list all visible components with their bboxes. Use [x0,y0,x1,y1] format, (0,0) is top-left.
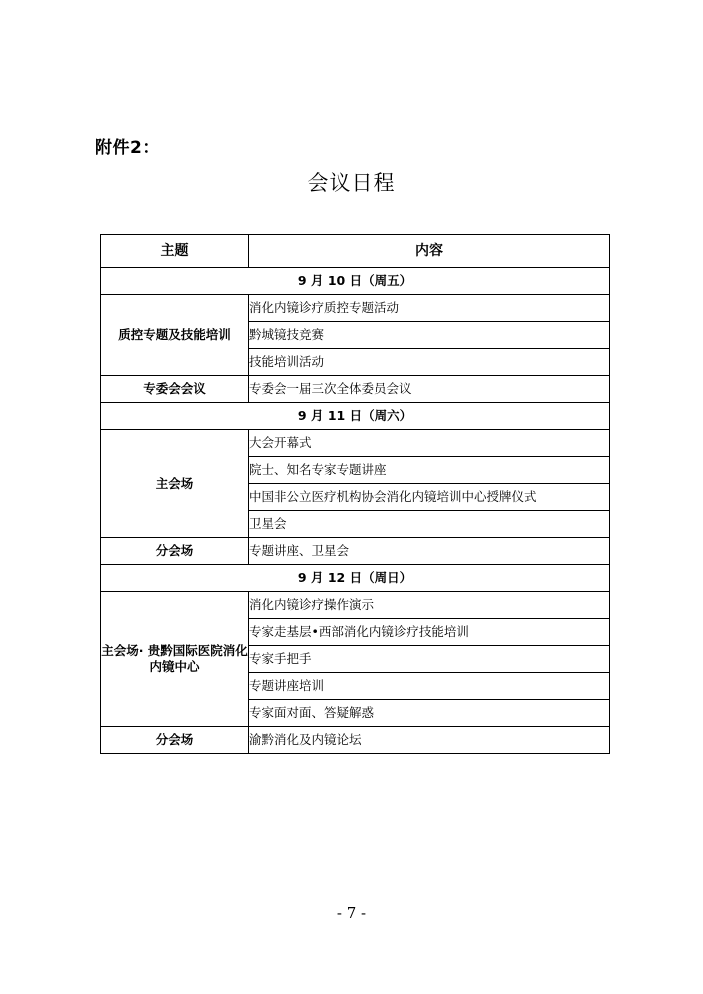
schedule-table [100,234,610,754]
attachment-label: 附件2： [95,138,160,158]
date-row [101,565,610,592]
content-cell: 消化内镜诊疗质控专题活动 [249,295,610,322]
date-row [101,268,610,295]
table-row [101,592,610,619]
content-cell: 专题讲座、卫星会 [249,538,610,565]
content-cell: 中国非公立医疗机构协会消化内镜培训中心授牌仪式 [249,484,610,511]
content-cell: 专家走基层•西部消化内镜诊疗技能培训 [249,619,610,646]
page-number: - 7 - [336,904,367,922]
header-content: 内容 [249,235,610,268]
page-title: 会议日程 [307,171,396,195]
content-cell: 渝黔消化及内镜论坛 [249,727,610,754]
content-cell: 消化内镜诊疗操作演示 [249,592,610,619]
theme-cell: 分会场 [101,727,249,754]
table-row [101,295,610,322]
theme-cell: 分会场 [101,538,249,565]
content-cell: 卫星会 [249,511,610,538]
theme-cell: 主会场 [101,430,249,538]
date-cell: 9 月 12 日（周日） [101,565,610,592]
content-cell: 专家手把手 [249,646,610,673]
table-row [101,727,610,754]
content-cell: 大会开幕式 [249,430,610,457]
theme-cell: 质控专题及技能培训 [101,295,249,376]
content-cell: 技能培训活动 [249,349,610,376]
content-cell: 专委会一届三次全体委员会议 [249,376,610,403]
date-row [101,403,610,430]
content-cell: 院士、知名专家专题讲座 [249,457,610,484]
table-header-row [101,235,610,268]
table-row [101,430,610,457]
content-cell: 专家面对面、答疑解惑 [249,700,610,727]
date-cell: 9 月 11 日（周六） [101,403,610,430]
header-theme: 主题 [101,235,249,268]
theme-cell: 主会场· 贵黔国际医院消化内镜中心 [101,592,249,727]
content-cell: 黔城镜技竞赛 [249,322,610,349]
content-cell: 专题讲座培训 [249,673,610,700]
theme-cell: 专委会会议 [101,376,249,403]
date-cell: 9 月 10 日（周五） [101,268,610,295]
table-row [101,376,610,403]
table-row [101,538,610,565]
